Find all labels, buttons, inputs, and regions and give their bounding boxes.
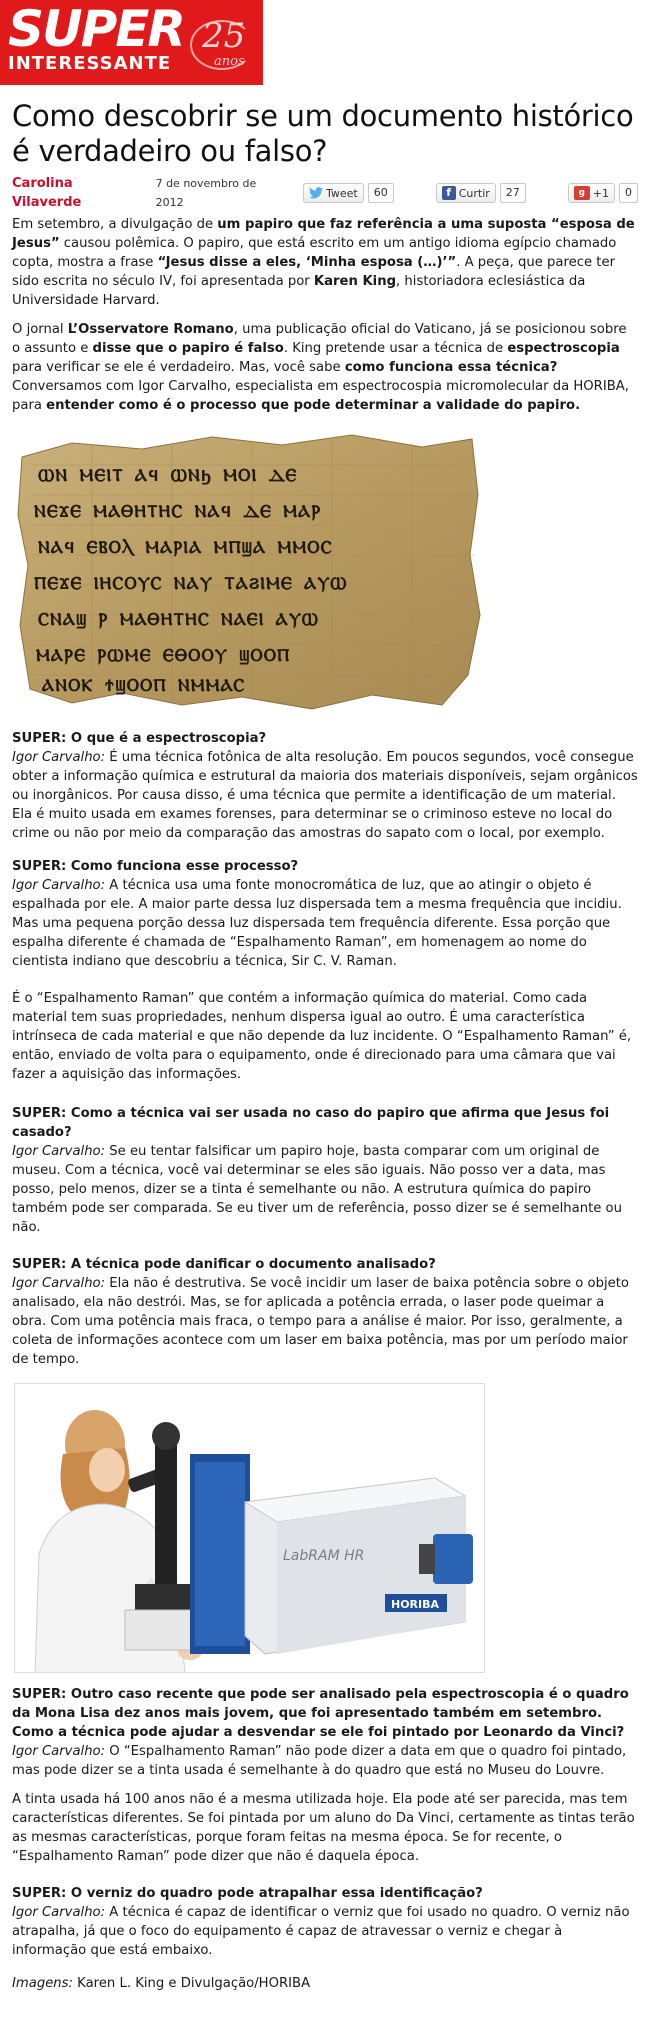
horiba-logo: HORIBA [391,1598,440,1611]
svg-text:ⲰⲚ ⲘⲈⲒⲦ ⲀϤ ⲰⲚϦ ⲘⲞⲒ ⲆⲈ: ⲰⲚ ⲘⲈⲒⲦ ⲀϤ ⲰⲚϦ ⲘⲞⲒ ⲆⲈ [38,466,298,486]
answer-6: Igor Carvalho: A técnica é capaz de identificar o verniz que foi usado no quadro. O verniz não atrapalha, já que o foco do equipamento é capaz de atravessar o verniz e chegar à informação que está embaixo. [12,1905,630,1958]
fb-label: Curtir [458,186,490,200]
tweet-label: Tweet [325,186,358,200]
qa-block-6 [12,1884,638,1960]
qa-block-3 [12,1104,638,1237]
article-title: Como descobrir se um documento histórico é verdadeiro ou falso? [12,99,634,168]
anniversary-seal [190,18,256,72]
gplus-count: 0 [619,183,638,203]
answer-1: Igor Carvalho: É uma técnica fotônica de alta resolução. Em poucos segundos, você consegue obter a informação química e estrutural da maioria dos materiais disponíveis, sejam orgânicos ou inorgânicos. Por causa disso, é uma técnica que permite a identificação de um material. Ela é muito usada em exames forenses, para determinar se o criminoso esteve no local do crime ou não por meio da comparação das amostras do sapato com o local, por exemplo. [12,750,638,841]
google-plus-button[interactable] [568,183,615,203]
tweet-button[interactable] [303,183,364,203]
social-buttons [303,183,638,203]
question-5: SUPER: Outro caso recente que pode ser analisado pela espectroscopia é o quadro da Mona Lisa dez anos mais jovem, que foi apresentado também em setembro. Como a técnica pode ajudar a desvendar se ele foi pintado por Leonardo da Vinci? [12,1687,629,1740]
question-2: SUPER: Como funciona esse processo? [12,859,299,874]
qa-block-5 [12,1685,638,1866]
papyrus-image [12,425,484,715]
question-1: SUPER: O que é a espectroscopia? [12,731,267,746]
logo-super: SUPER [8,0,184,58]
publish-date: 7 de novembro de 2012 [155,177,257,209]
question-6: SUPER: O verniz do quadro pode atrapalhar essa identificação? [12,1886,483,1901]
answer-2-continued: É o “Espalhamento Raman” que contém a informação química do material. Como cada material tem suas propriedades, nenhum dispersa igual ao outro. É uma característica intrínseca de cada material e que não depende da luz incidente. O “Espalhamento Raman” é, então, enviado de volta para o equipamento, onde é direcionado para uma câmara que vai fazer a aquisição das informações. [12,991,632,1082]
credits-text: Karen L. King e Divulgação/HORIBA [72,1976,311,1991]
credits-label: Imagens: [12,1976,73,1991]
author-link[interactable]: Carolina Vilaverde [12,176,82,210]
answer-5-continued: A tinta usada há 100 anos não é a mesma utilizada hoje. Ela pode até ser parecida, mas tem características diferentes. Se foi pintada por um aluno do Da Vinci, certamente as tintas terão as mesmas características, porque foram feitas na mesma época. Se for recente, o “Espalhamento Raman” pode dizer que não é daquela época. [12,1792,635,1864]
logo-interessante: INTERESSANTE [8,53,172,74]
svg-text:ⲠⲈϪⲈ ⲒⲎⲤⲞⲨⲤ ⲚⲀⲨ ⲦⲀϨⲒⲘⲈ ⲀⲨⲰ: ⲠⲈϪⲈ ⲒⲎⲤⲞⲨⲤ ⲚⲀⲨ ⲦⲀϨⲒⲘⲈ ⲀⲨⲰ [34,574,348,594]
facebook-like-button[interactable] [436,183,496,203]
answer-5: Igor Carvalho: O “Espalhamento Raman” não pode dizer a data em que o quadro foi pintado, mas pode dizer se a tinta usada é semelhante à do quadro que está no Museu do Louvre. [12,1744,627,1778]
question-3: SUPER: Como a técnica vai ser usada no caso do papiro que afirma que Jesus foi casado? [12,1106,610,1140]
qa-block-2 [12,857,638,1084]
qa-block-4 [12,1255,638,1369]
svg-text:ⲀⲚⲞⲔ ϮϢⲞⲞⲠ ⲚⲘⲘⲀⲤ: ⲀⲚⲞⲔ ϮϢⲞⲞⲠ ⲚⲘⲘⲀⲤ [42,676,246,696]
article-body [12,215,638,1993]
instrument-label: LabRAM HR [283,1548,365,1564]
anniversary-number: 25 [202,16,246,56]
anniversary-word: anos [214,54,245,69]
question-4: SUPER: A técnica pode danificar o documento analisado? [12,1257,436,1272]
byline [12,176,638,210]
image-credits [12,1974,638,1993]
answer-4: Igor Carvalho: Ela não é destrutiva. Se você incidir um laser de baixa potência sobre o objeto analisado, ela não destrói. Mas, se for aplicada a potência errada, o laser pode queimar a obra. Com uma potência mais fraca, o tempo para a análise é maior. Por isso, geralmente, a coleta de informações acontece com um laser em baixa potência, mas por um período maior de tempo. [12,1276,629,1367]
facebook-icon: f [442,186,456,200]
svg-text:ⲘⲀⲢⲈ ⲢⲰⲘⲈ ⲈⲐⲞⲞⲨ ϢⲞⲞⲠ: ⲘⲀⲢⲈ ⲢⲰⲘⲈ ⲈⲐⲞⲞⲨ ϢⲞⲞⲠ [36,646,291,666]
fb-count: 27 [500,183,526,203]
answer-3: Igor Carvalho: Se eu tentar falsificar um papiro hoje, basta comparar com um original de museu. Com a técnica, você vai determinar se eles são iguais. Não posso ver a data, mas posso, pelo menos, dizer se a tinta é semelhante ou não. A estrutura química do papiro também pode ser comparada. Se eu tiver um de referência, posso dizer se é semelhante ou não. [12,1144,622,1235]
answer-2: Igor Carvalho: A técnica usa uma fonte monocromática de luz, que ao atingir o objeto é espalhada por ele. A maior parte dessa luz dispersada tem a mesma frequência que incidiu. Mas uma pequena porção dessa luz dispersada tem frequência diferente. Essa porção que espalha diferente é chamada de “Espalhamento Raman”, em homenagem ao nome do cientista indiano que descobriu a técnica, Sir C. V. Raman. [12,878,622,969]
svg-text:ⲚⲀϤ ⲈⲂⲞⲖ ⲘⲀⲢⲒⲀ ⲘⲠϢⲀ ⲘⲘⲞⲤ: ⲚⲀϤ ⲈⲂⲞⲖ ⲘⲀⲢⲒⲀ ⲘⲠϢⲀ ⲘⲘⲞⲤ [38,538,333,558]
google-plus-icon: g [574,186,590,200]
intro-paragraph: Em setembro, a divulgação de um papiro que faz referência a uma suposta “esposa de Jesus” causou polêmica. O papiro, que está escrito em um antigo idioma egípcio chamado copta, mostra a frase “Jesus disse a eles, ‘Minha esposa (…)’”. A peça, que parece ter sido escrita no século IV, foi apresentada por Karen King, historiadora eclesiástica da Universidade Harvard. [12,217,635,308]
gplus-label: +1 [592,186,609,200]
raman-spectrometer-image [14,1383,485,1673]
site-logo[interactable] [0,0,263,85]
svg-text:ⲚⲈϪⲈ ⲘⲀⲐⲎⲦⲎⲤ ⲚⲀϤ ⲆⲈ ⲘⲀⲢ: ⲚⲈϪⲈ ⲘⲀⲐⲎⲦⲎⲤ ⲚⲀϤ ⲆⲈ ⲘⲀⲢ [34,502,322,522]
svg-text:ⲤⲚⲀϢ Ⲣ ⲘⲀⲐⲎⲦⲎⲤ ⲚⲀⲈⲒ ⲀⲨⲰ: ⲤⲚⲀϢ Ⲣ ⲘⲀⲐⲎⲦⲎⲤ ⲚⲀⲈⲒ ⲀⲨⲰ [38,610,320,630]
tweet-count: 60 [368,183,394,203]
qa-block-1 [12,729,638,843]
twitter-bird-icon [309,187,323,199]
vatican-paragraph: O jornal L’Osservatore Romano, uma publicação oficial do Vaticano, já se posicionou sobre o assunto e disse que o papiro é falso. King pretende usar a técnica de espectroscopia para verificar se ele é verdadeiro. Mas, você sabe como funciona essa técnica? Conversamos com Igor Carvalho, especialista em espectrocospia micromolecular da HORIBA, para entender como é o processo que pode determinar a validade do papiro. [12,322,629,413]
